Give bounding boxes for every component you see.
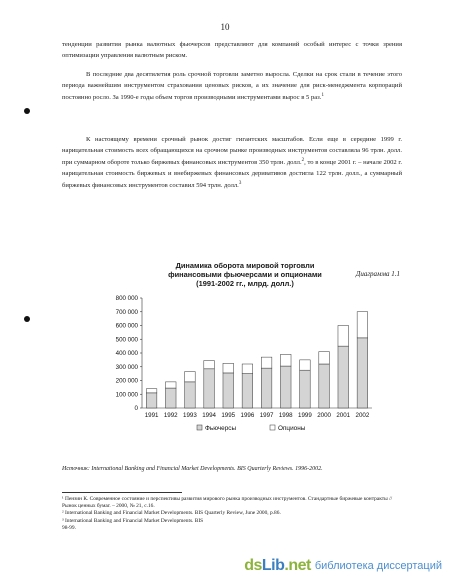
turnover-bar-chart [100,290,380,450]
paragraph-2-body: В последние два десятилетия роль срочной торговли заметно выросла. Сделки на срок стали в течение этого периода важнейшим инструментом страхования ценовых рисков, а их значение для риск-менеджмента корпораций постоянно росло. За 1990-е годы объем торгов производными инструментами вырос в 5 раз. [62,71,402,102]
footnote-ref-2: 2 [301,158,305,163]
chart-title-line-2: финансовыми фьючерсами и опционами [168,270,322,279]
paragraph-2 [62,70,402,104]
bar-options [357,312,368,338]
bar-futures [357,338,368,408]
y-tick-label: 600 000 [115,322,138,330]
logo-net: .net [284,557,311,574]
bar-futures [223,373,234,408]
bar-options [146,389,157,393]
y-tick-label: 200 000 [115,377,138,385]
footnote-ref-1: 1 [321,93,324,98]
legend-label-options: Опционы [278,425,306,432]
paragraph-1 [62,40,402,61]
bar-options [242,364,253,374]
chart-title-line-3: (1991-2002 гг., млрд. долл.) [196,279,294,288]
y-tick-label: 100 000 [115,391,138,399]
footnote-1: ¹ Пензин К. Современное состояние и перспективы развития мирового рынка производных инструментов. Стандартные биржевые контракты // Рынок ценных бумаг. – 2000, № 21, с.16. [62,496,393,510]
x-tick-label: 1998 [278,412,293,419]
x-tick-label: 2000 [317,412,331,419]
source-note: Источник: International Banking and Financial Market Developments. BIS Quarterly Reviews. 1996-2002. [62,466,323,472]
margin-bullet-bottom [24,316,30,322]
footnote-ref-3: 3 [238,181,242,187]
paragraph-2-text [62,70,402,104]
chart-title [140,261,350,288]
footnotes [62,496,402,532]
bar-options [185,372,196,382]
x-tick-label: 2002 [355,412,370,419]
bar-futures [242,374,253,408]
bar-futures [280,366,291,408]
footnote-3: ³ International Banking and Financial Market Developments. BIS [62,517,204,524]
y-tick-label: 800 000 [115,295,138,303]
bar-futures [146,393,157,408]
bar-options [223,363,234,373]
bar-futures [300,370,311,408]
footnote-3-continued: 98-99. [62,524,76,531]
dslib-watermark [244,557,442,575]
bar-options [165,382,176,388]
dslib-logo [244,557,311,575]
margin-bullet-top [24,108,30,114]
bar-futures [261,368,272,408]
bar-futures [338,346,349,408]
footnote-2: ² International Banking and Financial Market Developments. BIS Quarterly Review, June 2000, p.86. [62,510,281,517]
x-tick-label: 2001 [336,412,351,419]
legend-label-futures: Фьючерсы [205,425,237,432]
bar-options [319,352,330,364]
bar-options [338,326,349,347]
page-number: 10 [220,22,230,32]
diagram-caption: Диаграмма 1.1 [355,270,400,278]
bar-options [261,357,272,368]
bar-futures [165,388,176,408]
x-tick-label: 1999 [298,412,312,419]
x-tick-label: 1992 [163,412,178,419]
bar-futures [319,364,330,408]
paragraph-3-body-b: , то в конце 2001 г. – начале 2002 г. нарицательная стоимость биржевых и внебиржевых финансовых деривативов достигла 122 трлн. долл., а суммарный биржевых финансовых инструментов составил 594 трлн. долл. [62,159,402,190]
logo-ds: ds [244,557,262,574]
x-tick-label: 1997 [259,412,274,419]
watermark-text: библиотека диссертаций [314,560,442,572]
bar-options [204,361,215,369]
y-tick-label: 400 000 [115,350,138,358]
bar-futures [204,369,215,408]
bar-options [300,360,311,370]
x-tick-label: 1994 [202,412,216,419]
paragraph-1-text: тенденции развития рынка валютных фьючерсов представляют для компаний особый интерес с точки зрения оптимизации управления валютным риском. [62,41,402,59]
paragraph-3-body-a: К настоящему времени срочный рынок достиг гигантских масштабов. Если еще в середине 1999 г. нарицательная стоимость всех обращающихся на срочном рынке производных инструментов составляла 96 трлн. долл. при суммарном обороте только биржевых финансовых инструментов 350 трлн. долл. [62,136,402,167]
y-tick-label: 0 [134,405,138,413]
bar-futures [185,382,196,408]
logo-lib: Lib [261,557,285,574]
footnote-divider [62,492,182,493]
paragraph-3 [62,135,402,192]
x-tick-label: 1993 [183,412,197,419]
x-tick-label: 1995 [221,412,236,419]
y-tick-label: 500 000 [115,336,138,344]
bar-options [280,354,291,366]
x-tick-label: 1991 [144,412,159,419]
chart-title-line-1: Динамика оборота мировой торговли [175,261,315,270]
x-tick-label: 1996 [240,412,255,419]
y-tick-label: 700 000 [115,308,138,316]
paragraph-3-text [62,135,402,192]
legend-swatch-futures [197,425,202,430]
legend-swatch-options [270,425,275,430]
y-tick-label: 300 000 [115,363,138,371]
